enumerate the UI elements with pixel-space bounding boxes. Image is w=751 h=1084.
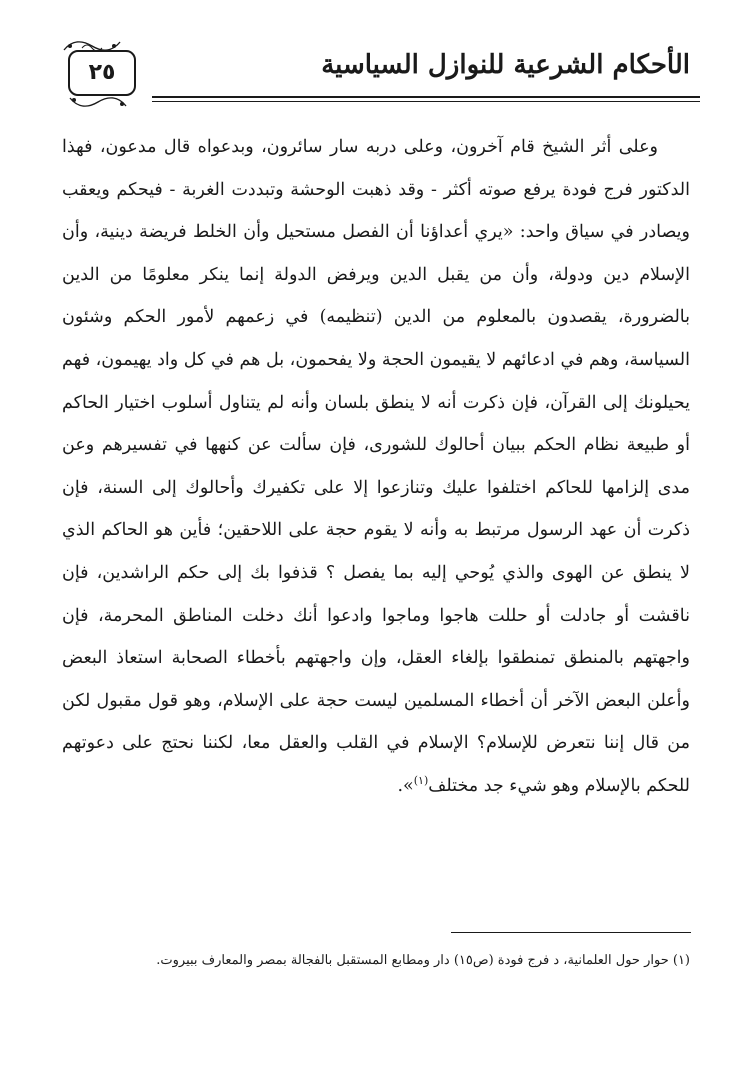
footnote: (١) حوار حول العلمانية، د فرج فودة (ص١٥) دار ومطابع المستقبل بالفجالة بمصر والمعارف ببيروت. bbox=[156, 953, 690, 968]
paragraph-text: وعلى أثر الشيخ قام آخرون، وعلى دربه سار سائرون، وبدعواه قال مدعون، فهذا الدكتور فرج فودة يرفع صوته أكثر - وقد ذهبت الوحشة وتبددت الغربة - فيحكم ويعقب ويصادر في سياق واحد: «يري أعداؤنا أن الفصل مستحيل وأن الخلط فريضة دينية، وأن الإسلام دين ودولة، وأن من يقبل الدين ويرفض الدولة إنما ينكر معلومًا من الدين بالضرورة، يقصدون بالمعلوم من الدين (تنظيمه) في زعمهم لأمور الحكم وشئون السياسة، وهم في ادعائهم لا يقيمون الحجة ولا يفحمون، بل هم في كل واد يهيمون، فهم يحيلونك إلى القرآن، فإن ذكرت أنه لا ينطق بلسان وأنه لم يتناول أسلوب اختيار الحاكم أو طبيعة نظام الحكم ببيان أحالوك للشورى، فإن سألت عن كنهها في تفسيرهم وعن مدى إلزامها للحاكم اختلفوا عليك وتنازعوا إلا على تكفيرك وأحالوك إلى السنة، فإن ذكرت أن عهد الرسول مرتبط به وأنه لا يقوم حجة على اللاحقين؛ فأين هو الحاكم الذي لا ينطق عن الهوى والذي يُوحي إليه بما يفصل ؟ قذفوا بك إلى حكم الراشدين، فإن ناقشت أو جادلت أو حللت هاجوا وماجوا وادعوا أنك دخلت المناطق المحرمة، فإن واجهتهم بالمنطق تمنطقوا بإلغاء العقل، وإن واجهتهم بأخطاء الصحابة استعاذ البعض وأعلن البعض الآخر أن أخطاء المسلمين ليست حجة على الإسلام، وهو قول مقبول لكن من قال إننا نتعرض للإسلام؟ الإسلام في القلب والعقل معا، لكننا نحتج على دعوتهم للحكم بالإسلام وهو شيء جد مختلف bbox=[62, 137, 690, 796]
paragraph bbox=[62, 126, 690, 808]
footnote-separator bbox=[451, 932, 691, 933]
footnote-reference[interactable]: (١) bbox=[413, 774, 429, 788]
header-rule bbox=[152, 96, 700, 98]
ornament-icon bbox=[68, 94, 128, 110]
closing-punctuation: ». bbox=[397, 775, 414, 796]
running-title: الأحكام الشرعية للنوازل السياسية bbox=[321, 50, 690, 80]
page-number: ٢٥ bbox=[88, 60, 116, 85]
main-text bbox=[62, 126, 690, 808]
page-number-frame bbox=[68, 50, 136, 96]
page-header bbox=[60, 38, 700, 108]
header-rule-thin bbox=[152, 101, 700, 102]
